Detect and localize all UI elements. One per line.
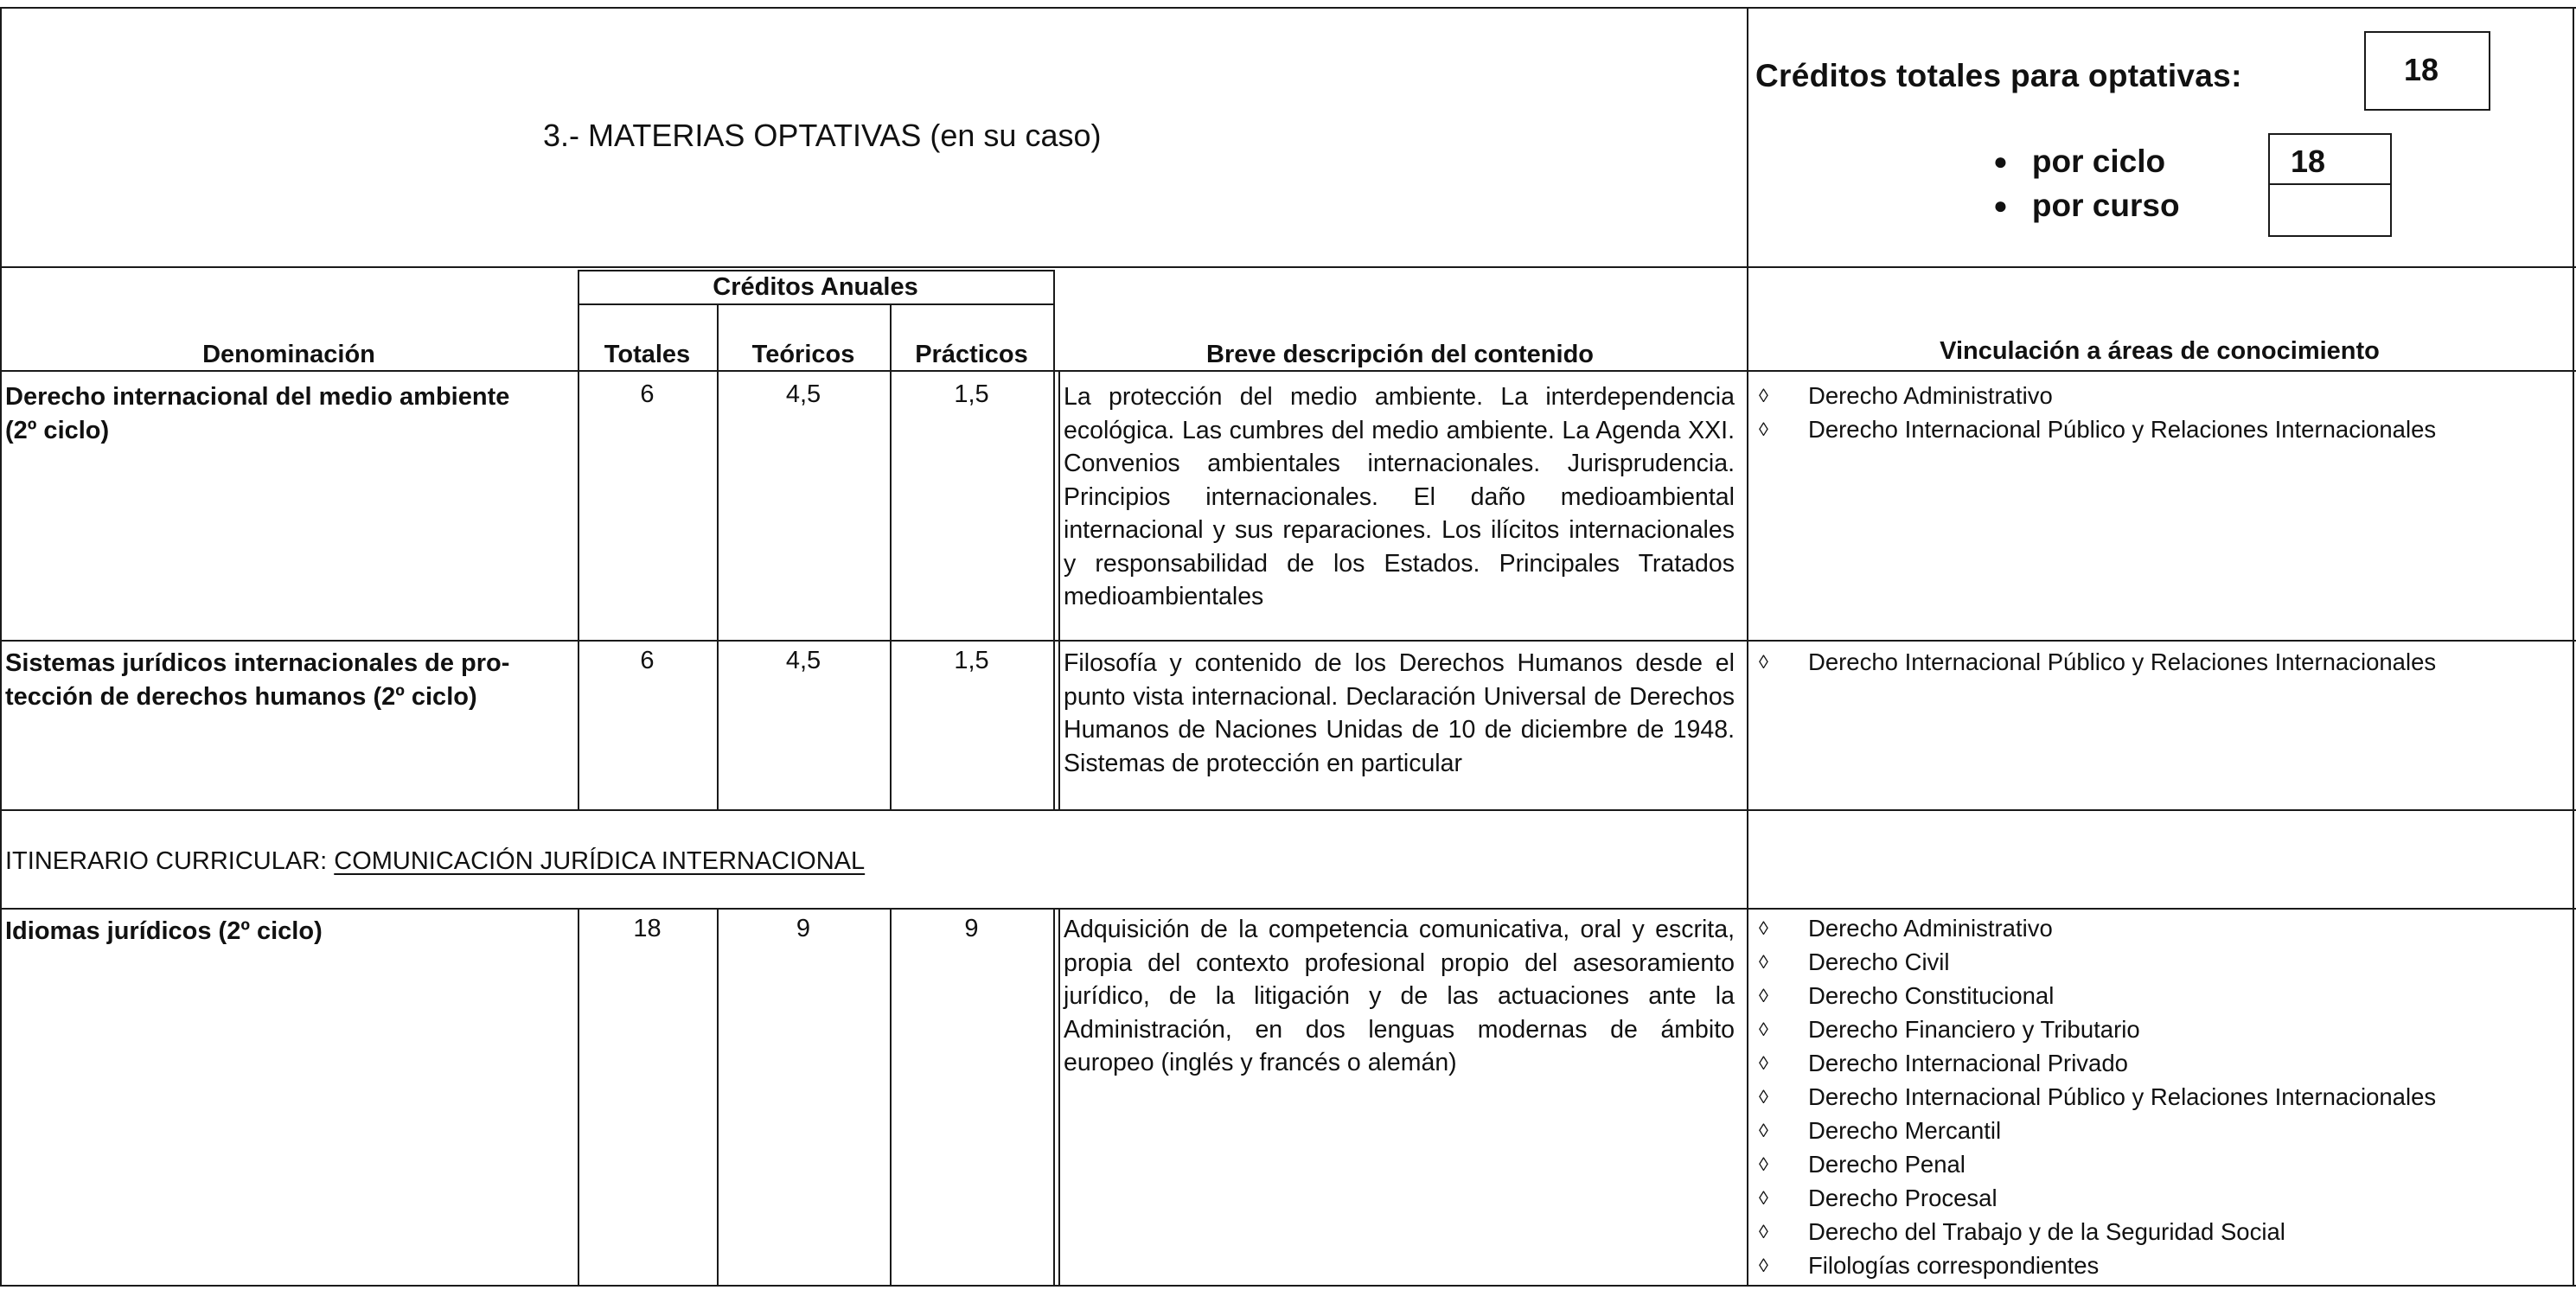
row1-practicos: 1,5 <box>954 380 989 408</box>
area-item <box>1755 1147 2436 1181</box>
frame-left <box>0 7 2 1287</box>
area-item <box>1755 1114 2436 1147</box>
diamond-bullet-icon: ◊ <box>1759 1019 1768 1040</box>
bullet-dot: ● <box>1993 192 2008 219</box>
area-label: Derecho Procesal <box>1808 1185 1998 1211</box>
credits-total-box: 18 <box>2364 31 2490 111</box>
area-item <box>1755 1215 2436 1248</box>
row2-bottom <box>0 809 2576 811</box>
area-item <box>1755 412 2436 446</box>
row1-descripcion: La protección del medio ambiente. La interdependencia ecológica. Las cumbres del medio ambiente. La Agenda XXI. Convenios ambientales internacionales. Jurisprudencia. Principios internacionales. El daño medioambiental internacional y sus reparaciones. Los ilícitos internacionales y responsabilidad de los Estados. Principales Tratados medioambientales <box>1064 383 1735 610</box>
area-label: Filologías correspondientes <box>1808 1252 2100 1279</box>
area-label: Derecho del Trabajo y de la Seguridad Social <box>1808 1218 2285 1245</box>
area-label: Derecho Administrativo <box>1808 915 2053 942</box>
area-label: Derecho Internacional Privado <box>1808 1050 2128 1076</box>
column-header-bottom <box>0 370 2576 372</box>
row1-denominacion-line2: (2º ciclo) <box>5 417 110 444</box>
area-item <box>1755 379 2436 412</box>
area-label: Derecho Administrativo <box>1808 382 2053 409</box>
row2-denominacion-line1: Sistemas jurídicos internacionales de pro- <box>5 649 510 677</box>
row2-practicos: 1,5 <box>954 647 989 674</box>
credits-group-top <box>578 270 1053 271</box>
frame-bottom <box>0 1285 2576 1287</box>
area-item <box>1755 645 2436 679</box>
row2-totales: 6 <box>640 647 655 674</box>
area-item <box>1755 1046 2436 1080</box>
header-divider <box>1747 7 1748 1285</box>
diamond-bullet-icon: ◊ <box>1759 1086 1768 1108</box>
col-line-practicos-r3 <box>890 908 892 1285</box>
col-line-teoricos-r3 <box>717 908 719 1285</box>
diamond-bullet-icon: ◊ <box>1759 917 1768 939</box>
row1-denominacion-line1: Derecho internacional del medio ambiente <box>5 383 510 411</box>
itinerario-name: COMUNICACIÓN JURÍDICA INTERNACIONAL <box>334 847 866 875</box>
row1-totales: 6 <box>640 380 655 408</box>
itinerario-prefix: ITINERARIO CURRICULAR: <box>5 847 335 875</box>
row2-areas <box>1755 645 2436 679</box>
row3-totales: 18 <box>633 915 662 942</box>
row2-denominacion <box>5 647 509 714</box>
col-line-descripcion-r3 <box>1053 908 1055 1285</box>
row1-areas <box>1755 379 2436 446</box>
diamond-bullet-icon: ◊ <box>1759 985 1768 1006</box>
row3-practicos: 9 <box>964 915 979 942</box>
header-creditos-anuales: Créditos Anuales <box>713 273 918 301</box>
por-curso-box <box>2268 183 2392 237</box>
por-curso-text: por curso <box>2031 188 2180 223</box>
area-label: Derecho Internacional Público y Relaciones Internacionales <box>1808 1083 2437 1110</box>
por-ciclo-label <box>1993 144 2165 180</box>
credits-total-label: Créditos totales para optativas: <box>1755 58 2242 93</box>
header-bottom-line <box>0 266 2576 268</box>
row1-denominacion <box>5 380 509 448</box>
diamond-bullet-icon: ◊ <box>1759 418 1768 440</box>
area-label: Derecho Civil <box>1808 948 1950 975</box>
area-item <box>1755 1181 2436 1215</box>
header-teoricos: Teóricos <box>751 341 855 368</box>
diamond-bullet-icon: ◊ <box>1759 1255 1768 1276</box>
row1-bottom <box>0 640 2576 642</box>
col-line-totales-r3 <box>578 908 579 1285</box>
area-item <box>1755 979 2436 1012</box>
diamond-bullet-icon: ◊ <box>1759 1120 1768 1141</box>
row1-teoricos: 4,5 <box>785 380 821 408</box>
area-label: Derecho Financiero y Tributario <box>1808 1016 2140 1043</box>
col-line-descripcion-inner <box>1058 370 1060 811</box>
diamond-bullet-icon: ◊ <box>1759 951 1768 973</box>
diamond-bullet-icon: ◊ <box>1759 385 1768 406</box>
area-item <box>1755 911 2436 945</box>
frame-right <box>2573 7 2574 1287</box>
row3-denominacion-line1: Idiomas jurídicos (2º ciclo) <box>5 917 323 945</box>
area-label: Derecho Constitucional <box>1808 982 2055 1009</box>
section-title: 3.- MATERIAS OPTATIVAS (en su caso) <box>543 118 1102 153</box>
row3-areas <box>1755 911 2436 1282</box>
header-descripcion: Breve descripción del contenido <box>1206 341 1594 368</box>
por-curso-label <box>1993 188 2180 224</box>
area-label: Derecho Mercantil <box>1808 1117 2002 1144</box>
diamond-bullet-icon: ◊ <box>1759 1153 1768 1175</box>
credits-group-bottom <box>578 303 1053 305</box>
itinerario-curricular <box>5 847 865 876</box>
diamond-bullet-icon: ◊ <box>1759 651 1768 673</box>
diamond-bullet-icon: ◊ <box>1759 1187 1768 1209</box>
header-vinculacion: Vinculación a áreas de conocimiento <box>1940 337 2380 365</box>
itinerary-bottom <box>0 908 2576 910</box>
row3-teoricos: 9 <box>796 915 811 942</box>
diamond-bullet-icon: ◊ <box>1759 1221 1768 1242</box>
header-totales: Totales <box>604 341 691 368</box>
row2-denominacion-line2: tección de derechos humanos (2º ciclo) <box>5 683 477 711</box>
area-label: Derecho Internacional Público y Relaciones Internacionales <box>1808 648 2437 675</box>
por-ciclo-box: 18 <box>2268 133 2392 185</box>
diamond-bullet-icon: ◊ <box>1759 1052 1768 1074</box>
row3-denominacion <box>5 915 323 948</box>
row3-descripcion: Adquisición de la competencia comunicativa, oral y escrita, propia del contexto profesional propio del asesoramiento jurídico, de la litigación y de las actuaciones ante la Administración, en dos lenguas modernas de ámbito europeo (inglés y francés o alemán) <box>1064 916 1735 1076</box>
header-practicos: Prácticos <box>915 341 1028 368</box>
row2-descripcion: Filosofía y contenido de los Derechos Humanos desde el punto vista internacional. Declaración Universal de Derechos Humanos de Naciones Unidas de 10 de diciembre de 1948. Sistemas de protección en particular <box>1064 649 1735 777</box>
area-label: Derecho Internacional Público y Relaciones Internacionales <box>1808 416 2437 443</box>
area-label: Derecho Penal <box>1808 1151 1966 1178</box>
area-item <box>1755 1080 2436 1114</box>
col-line-descripcion-inner-r3 <box>1058 908 1060 1285</box>
por-ciclo-text: por ciclo <box>2031 144 2166 179</box>
area-item <box>1755 1248 2436 1282</box>
area-item <box>1755 1012 2436 1046</box>
header-denominacion: Denominación <box>202 341 375 368</box>
row2-teoricos: 4,5 <box>785 647 821 674</box>
frame-top <box>0 7 2576 9</box>
area-item <box>1755 945 2436 979</box>
bullet-dot: ● <box>1993 148 2008 175</box>
